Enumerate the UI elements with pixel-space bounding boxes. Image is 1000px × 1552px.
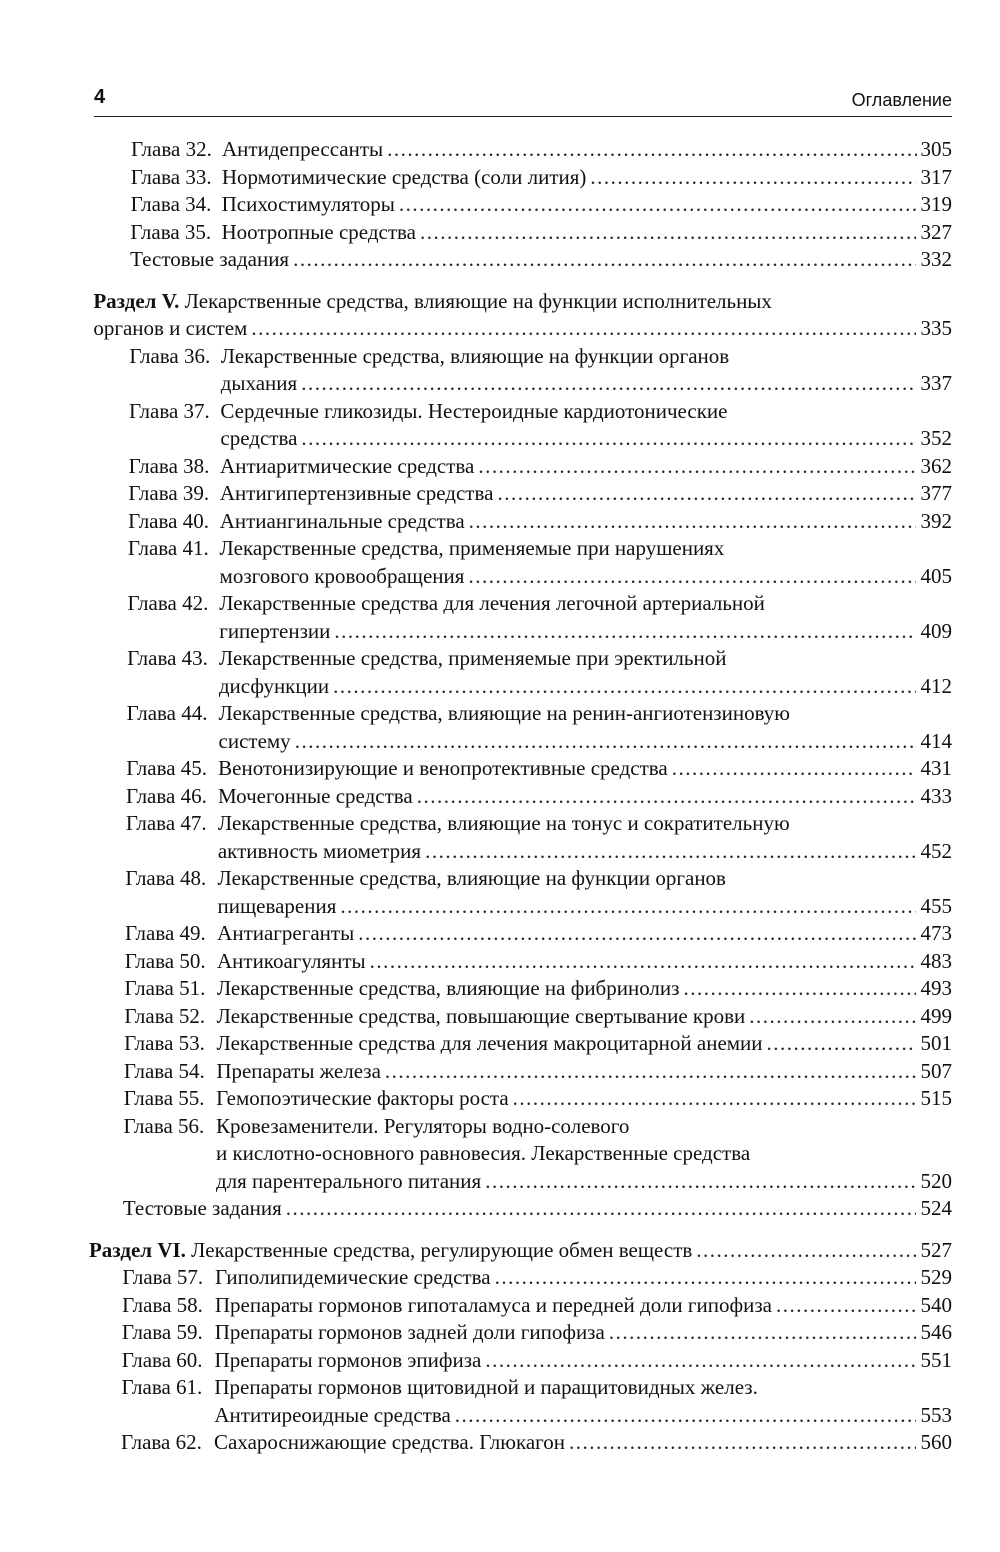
entry-title bbox=[122, 1319, 605, 1345]
dot-leader bbox=[497, 480, 916, 506]
dot-leader bbox=[495, 1264, 917, 1290]
entry-title-text: Лекарственные средства, применяемые при нарушениях bbox=[219, 536, 725, 560]
dot-leader bbox=[301, 370, 916, 396]
entry-title bbox=[128, 591, 765, 615]
dot-leader bbox=[696, 1237, 916, 1263]
page-ref: 317 bbox=[920, 164, 952, 189]
entry-title bbox=[131, 164, 587, 190]
dot-leader bbox=[683, 975, 916, 1001]
entry-title-text: Лекарственные средства для лечения макроцитарной анемии bbox=[216, 1031, 763, 1055]
entry-title-text: Лекарственные средства, влияющие на ренин-ангиотензиновую bbox=[218, 701, 790, 725]
entry-title-text: Препараты железа bbox=[216, 1058, 381, 1083]
chapter-number: Глава 58. bbox=[122, 1292, 203, 1317]
page-ref: 560 bbox=[920, 1430, 952, 1454]
dot-leader bbox=[385, 1058, 917, 1084]
page-ref: 405 bbox=[920, 563, 952, 588]
section-number: Раздел VI. bbox=[88, 1237, 186, 1262]
chapter-line bbox=[122, 1264, 952, 1290]
chapter-number: Глава 36. bbox=[129, 343, 211, 368]
chapter-line bbox=[125, 948, 952, 974]
entry-title bbox=[220, 425, 297, 451]
chapter-line bbox=[220, 563, 952, 589]
dot-leader bbox=[251, 315, 916, 341]
chapter-line bbox=[122, 1347, 952, 1373]
dot-leader bbox=[370, 948, 917, 974]
entry-title-text: систему bbox=[218, 728, 291, 753]
chapter-line bbox=[126, 755, 952, 781]
chapter-number: Глава 54. bbox=[123, 1058, 205, 1083]
entry-title bbox=[127, 646, 726, 670]
chapter-number: Глава 56. bbox=[123, 1113, 205, 1138]
entry-title bbox=[214, 1402, 450, 1428]
entry-title bbox=[130, 219, 416, 245]
entry-title-text: Антиаритмические средства bbox=[220, 453, 475, 478]
entry-title bbox=[124, 1085, 509, 1111]
chapter-line bbox=[218, 838, 952, 864]
entry-title bbox=[219, 673, 329, 699]
entry-title-text: органов и систем bbox=[93, 316, 248, 340]
page-ref: 377 bbox=[920, 481, 952, 505]
chapter-number: Глава 60. bbox=[121, 1347, 203, 1372]
entry-title-text: мозгового кровообращения bbox=[219, 563, 465, 588]
entry-title bbox=[126, 811, 790, 835]
chapter-number: Глава 59. bbox=[121, 1320, 203, 1344]
page-ref: 493 bbox=[920, 976, 952, 1000]
entry-title bbox=[124, 1030, 762, 1056]
chapter-line bbox=[128, 480, 952, 506]
chapter-line bbox=[121, 1374, 757, 1400]
chapter-line bbox=[216, 1168, 952, 1194]
entry-title-text: Антигипертензивные средства bbox=[219, 481, 494, 505]
dot-leader bbox=[455, 1402, 917, 1428]
page-ref: 362 bbox=[920, 453, 952, 478]
entry-title bbox=[219, 618, 330, 644]
dot-leader bbox=[301, 425, 916, 451]
entry-title-text: Антиагреганты bbox=[217, 921, 355, 945]
chapter-line bbox=[124, 1085, 952, 1111]
chapter-line bbox=[129, 453, 952, 479]
entry-title-text: и кислотно-основного равновесия. Лекарственные средства bbox=[215, 1141, 751, 1165]
entry-title bbox=[131, 136, 383, 162]
entry-title-text: дисфункции bbox=[218, 673, 330, 698]
chapter-line bbox=[130, 219, 952, 245]
page-ref: 520 bbox=[920, 1168, 952, 1193]
running-title: Оглавление bbox=[851, 90, 952, 110]
entry-title bbox=[221, 370, 297, 396]
chapter-line bbox=[121, 1429, 952, 1455]
chapter-line bbox=[126, 783, 952, 809]
entry-title bbox=[129, 399, 728, 423]
dot-leader bbox=[387, 136, 916, 162]
chapter-number: Глава 51. bbox=[124, 976, 206, 1000]
page-ref: 431 bbox=[920, 756, 952, 780]
page-ref: 527 bbox=[920, 1237, 952, 1262]
entry-title bbox=[219, 728, 291, 754]
entry-title bbox=[216, 1168, 481, 1194]
chapter-line bbox=[128, 535, 724, 561]
chapter-number: Глава 33. bbox=[130, 164, 212, 189]
dot-leader bbox=[590, 164, 916, 190]
chapter-line bbox=[126, 810, 790, 836]
dot-leader bbox=[286, 1195, 917, 1221]
entry-title bbox=[127, 701, 790, 725]
page-ref: 551 bbox=[920, 1347, 952, 1372]
page-ref: 414 bbox=[920, 728, 952, 753]
page-ref: 337 bbox=[920, 371, 952, 395]
chapter-line bbox=[214, 1402, 952, 1428]
entry-title bbox=[124, 1003, 745, 1029]
entry-title bbox=[123, 1195, 282, 1221]
entry-title-text: дыхания bbox=[220, 371, 298, 395]
page-ref: 332 bbox=[920, 247, 952, 271]
chapter-line bbox=[125, 865, 726, 891]
chapter-line bbox=[128, 590, 765, 616]
entry-title bbox=[122, 1264, 490, 1290]
page-ref: 412 bbox=[920, 673, 952, 698]
page-ref: 352 bbox=[920, 426, 952, 450]
chapter-line bbox=[123, 1113, 629, 1139]
chapter-line bbox=[219, 618, 952, 644]
chapter-line bbox=[125, 920, 952, 946]
entry-title-text: для парентерального питания bbox=[215, 1168, 482, 1193]
entry-title-text: Лекарственные средства, влияющие на функции исполнительных bbox=[184, 288, 772, 313]
dot-leader bbox=[767, 1030, 917, 1056]
page-ref: 455 bbox=[920, 893, 952, 918]
chapter-number: Глава 35. bbox=[130, 219, 212, 244]
dot-leader bbox=[417, 783, 917, 809]
chapter-number: Глава 42. bbox=[127, 591, 209, 615]
section-number: Раздел V. bbox=[93, 288, 180, 313]
tests-line bbox=[130, 246, 952, 272]
dot-leader bbox=[469, 508, 917, 534]
entry-title bbox=[130, 246, 289, 272]
entry-title bbox=[218, 838, 421, 864]
page-ref: 499 bbox=[920, 1003, 952, 1028]
dot-leader bbox=[485, 1347, 916, 1373]
entry-title bbox=[124, 1058, 381, 1084]
page-ref: 433 bbox=[920, 783, 952, 808]
chapter-number: Глава 46. bbox=[126, 783, 207, 808]
dot-leader bbox=[485, 1168, 916, 1194]
section-title bbox=[93, 289, 772, 313]
dot-leader bbox=[776, 1292, 917, 1318]
dot-leader bbox=[399, 191, 917, 217]
chapter-line bbox=[129, 343, 729, 369]
chapter-number: Глава 32. bbox=[131, 137, 212, 161]
page-ref: 529 bbox=[920, 1265, 952, 1289]
chapter-line bbox=[216, 1140, 750, 1166]
dot-leader bbox=[513, 1085, 917, 1111]
chapter-number: Глава 53. bbox=[124, 1031, 205, 1055]
entry-title-text: Антиангинальные средства bbox=[219, 508, 465, 533]
entry-title-text: Антикоагулянты bbox=[216, 948, 366, 973]
chapter-line bbox=[219, 673, 952, 699]
entry-title-text: Лекарственные средства, повышающие свертывание крови bbox=[216, 1003, 746, 1028]
entry-title-text: активность миометрия bbox=[217, 838, 422, 863]
chapter-line bbox=[122, 1319, 952, 1345]
dot-leader bbox=[672, 755, 917, 781]
entry-title bbox=[121, 1375, 757, 1399]
entry-title-text: Нормотимические средства (соли лития) bbox=[221, 164, 587, 189]
page-ref: 305 bbox=[920, 137, 952, 161]
entry-title-text: Мочегонные средства bbox=[218, 783, 413, 808]
entry-title-text: пищеварения bbox=[217, 893, 337, 918]
entry-title bbox=[218, 893, 337, 919]
dot-leader bbox=[468, 563, 916, 589]
chapter-line bbox=[124, 1058, 952, 1084]
chapter-line bbox=[129, 398, 728, 424]
page-ref: 540 bbox=[920, 1292, 952, 1317]
dot-leader bbox=[334, 618, 916, 644]
entry-title-text: Препараты гормонов задней доли гипофиза bbox=[214, 1320, 605, 1344]
entry-title bbox=[131, 191, 395, 217]
section-title bbox=[93, 315, 247, 341]
entry-title bbox=[128, 480, 493, 506]
entry-title-text: гипертензии bbox=[219, 618, 331, 643]
chapter-line bbox=[220, 425, 952, 451]
entry-title bbox=[126, 783, 413, 809]
entry-title-text: Лекарственные средства для лечения легочной артериальной bbox=[219, 591, 765, 615]
section-title bbox=[89, 1237, 692, 1263]
entry-title-text: средства bbox=[220, 426, 298, 450]
dot-leader bbox=[295, 728, 917, 754]
chapter-line bbox=[131, 164, 952, 190]
page-ref: 524 bbox=[920, 1196, 952, 1220]
entry-title-text: Антитиреоидные средства bbox=[214, 1402, 451, 1427]
chapter-number: Глава 43. bbox=[127, 646, 208, 670]
entry-title bbox=[129, 453, 475, 479]
page-ref: 327 bbox=[920, 219, 952, 244]
entry-title-text: Тестовые задания bbox=[130, 247, 290, 271]
entry-title-text: Тестовые задания bbox=[122, 1196, 282, 1220]
entry-title bbox=[125, 975, 680, 1001]
entry-title bbox=[121, 1429, 565, 1455]
entry-title bbox=[216, 1141, 750, 1165]
chapter-line bbox=[218, 893, 952, 919]
page-ref: 335 bbox=[920, 316, 952, 340]
page-ref: 452 bbox=[920, 838, 952, 863]
chapter-line bbox=[221, 370, 952, 396]
dot-leader bbox=[420, 219, 917, 245]
chapter-number: Глава 55. bbox=[123, 1086, 205, 1110]
page-ref: 546 bbox=[920, 1320, 952, 1344]
page-number: 4 bbox=[94, 86, 106, 108]
chapter-line bbox=[124, 1030, 952, 1056]
entry-title-text: Гиполипидемические средства bbox=[215, 1265, 491, 1289]
chapter-number: Глава 48. bbox=[125, 866, 207, 890]
entry-title bbox=[125, 948, 366, 974]
page-ref: 507 bbox=[920, 1058, 952, 1083]
chapter-number: Глава 49. bbox=[124, 921, 206, 945]
entry-title-text: Ноотропные средства bbox=[221, 219, 416, 244]
chapter-number: Глава 47. bbox=[125, 811, 207, 835]
entry-title-text: Сердечные гликозиды. Нестероидные кардиотонические bbox=[220, 398, 728, 423]
dot-leader bbox=[609, 1319, 917, 1345]
page-ref: 483 bbox=[920, 948, 952, 973]
entry-title-text: Лекарственные средства, регулирующие обмен веществ bbox=[191, 1237, 693, 1262]
entry-title-text: Лекарственные средства, влияющие на тонус и сократительную bbox=[217, 811, 790, 835]
chapter-number: Глава 45. bbox=[126, 756, 208, 780]
entry-title-text: Психостимуляторы bbox=[221, 192, 395, 216]
dot-leader bbox=[333, 673, 916, 699]
entry-title-text: Лекарственные средства, влияющие на фибринолиз bbox=[216, 976, 680, 1000]
page-ref: 501 bbox=[920, 1031, 952, 1055]
section-line bbox=[93, 315, 952, 341]
dot-leader bbox=[749, 1003, 916, 1029]
page-ref: 319 bbox=[920, 192, 952, 216]
entry-title-text: Венотонизирующие и венопротективные средства bbox=[218, 756, 668, 780]
page-ref: 553 bbox=[920, 1402, 952, 1427]
entry-title bbox=[126, 755, 668, 781]
entry-title bbox=[122, 1292, 772, 1318]
entry-title bbox=[128, 508, 465, 534]
chapter-number: Глава 37. bbox=[128, 398, 210, 423]
entry-title-text: Кровезаменители. Регуляторы водно-солевого bbox=[215, 1113, 630, 1138]
chapter-number: Глава 50. bbox=[124, 948, 206, 973]
chapter-number: Глава 34. bbox=[130, 192, 212, 216]
page-ref: 515 bbox=[920, 1086, 952, 1110]
chapter-line bbox=[124, 1003, 952, 1029]
entry-title-text: Препараты гормонов щитовидной и паращитовидных желез. bbox=[214, 1375, 758, 1399]
tests-line bbox=[123, 1195, 952, 1221]
entry-title-text: Сахароснижающие средства. Глюкагон bbox=[214, 1430, 565, 1454]
chapter-number: Глава 39. bbox=[128, 481, 210, 505]
entry-title-text: Лекарственные средства, влияющие на функции органов bbox=[220, 343, 730, 368]
entry-title bbox=[125, 866, 726, 890]
chapter-line bbox=[131, 191, 952, 217]
chapter-line bbox=[127, 645, 726, 671]
chapter-line bbox=[219, 728, 952, 754]
page-ref: 473 bbox=[920, 921, 952, 945]
dot-leader bbox=[569, 1429, 916, 1455]
dot-leader bbox=[425, 838, 916, 864]
entry-title-text: Гемопоэтические факторы роста bbox=[216, 1086, 509, 1110]
section-line bbox=[93, 288, 772, 314]
chapter-line bbox=[125, 975, 952, 1001]
entry-title-text: Препараты гормонов эпифиза bbox=[214, 1347, 482, 1372]
page-ref: 409 bbox=[920, 618, 952, 643]
chapter-number: Глава 40. bbox=[128, 508, 209, 533]
entry-title-text: Антидепрессанты bbox=[222, 137, 384, 161]
dot-leader bbox=[293, 246, 916, 272]
chapter-line bbox=[127, 700, 790, 726]
dot-leader bbox=[340, 893, 916, 919]
section-line bbox=[89, 1237, 952, 1263]
chapter-number: Глава 38. bbox=[128, 453, 210, 478]
entry-title-text: Лекарственные средства, влияющие на функции органов bbox=[217, 866, 726, 890]
entry-title bbox=[123, 1114, 629, 1138]
dot-leader bbox=[358, 920, 916, 946]
chapter-line bbox=[122, 1292, 952, 1318]
dot-leader bbox=[478, 453, 916, 479]
entry-title bbox=[122, 1347, 482, 1373]
entry-title bbox=[125, 920, 354, 946]
entry-title-text: Лекарственные средства, применяемые при эректильной bbox=[218, 646, 727, 670]
chapter-line bbox=[128, 508, 952, 534]
page-ref: 392 bbox=[920, 508, 952, 533]
entry-title bbox=[129, 344, 729, 368]
chapter-number: Глава 62. bbox=[121, 1430, 202, 1454]
chapter-number: Глава 52. bbox=[124, 1003, 206, 1028]
chapter-number: Глава 61. bbox=[121, 1375, 203, 1399]
chapter-number: Глава 44. bbox=[126, 701, 208, 725]
chapter-number: Глава 57. bbox=[122, 1265, 204, 1289]
entry-title bbox=[220, 563, 465, 589]
chapter-line bbox=[131, 136, 952, 162]
entry-title-text: Препараты гормонов гипоталамуса и передней доли гипофиза bbox=[214, 1292, 772, 1317]
entry-title bbox=[128, 536, 724, 560]
chapter-number: Глава 41. bbox=[127, 536, 209, 560]
